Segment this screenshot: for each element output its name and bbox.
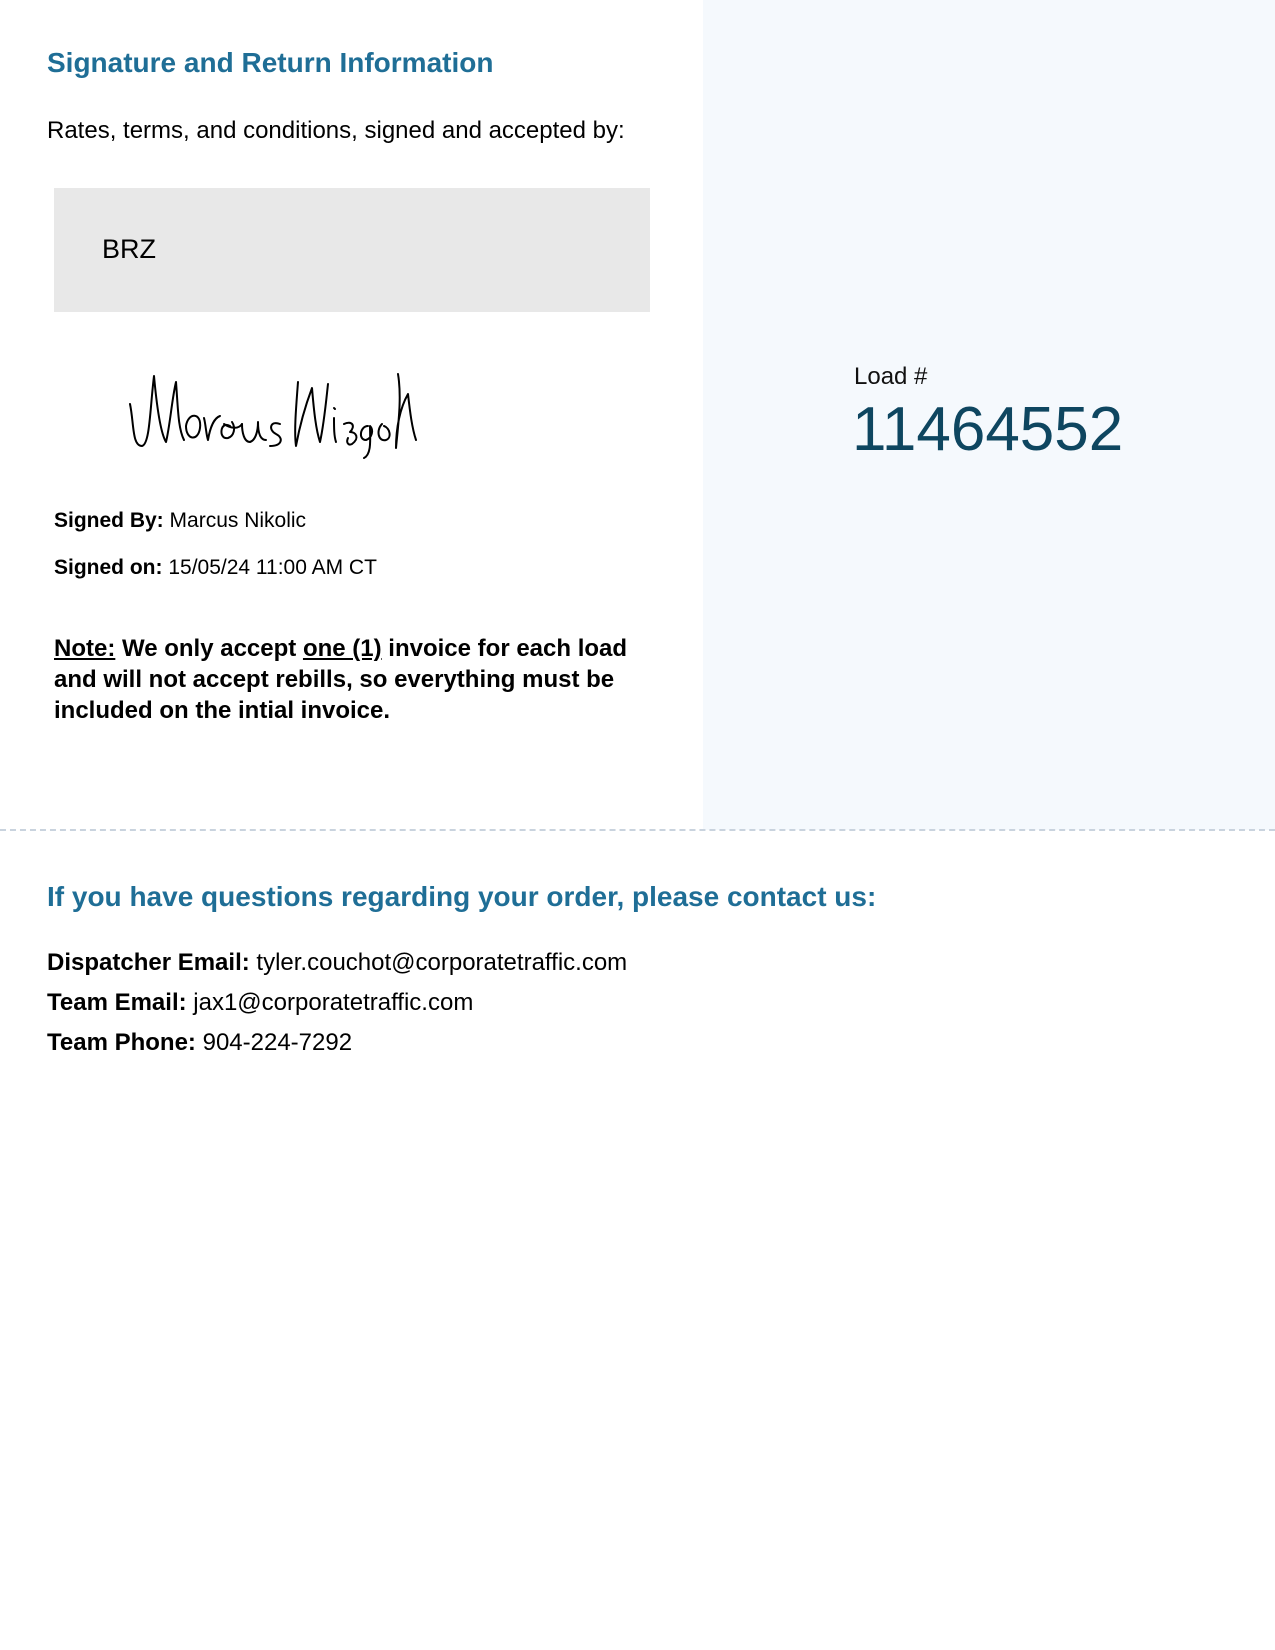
signature-section-title: Signature and Return Information xyxy=(47,47,494,78)
contact-section-title: If you have questions regarding your order, please contact us: xyxy=(47,881,877,912)
signed-on-label: Signed on: xyxy=(54,556,163,579)
team-email xyxy=(47,989,473,1017)
section-divider xyxy=(0,829,1275,831)
signed-on-value: 15/05/24 11:00 AM CT xyxy=(168,556,377,579)
signature-image xyxy=(120,368,430,468)
team-phone xyxy=(47,1029,352,1057)
note-label: Note: xyxy=(54,635,116,662)
signed-by xyxy=(54,509,306,533)
note-text-1: We only accept xyxy=(115,635,303,662)
signed-by-value: Marcus Nikolic xyxy=(169,509,307,532)
team-email-value[interactable]: jax1@corporatetraffic.com xyxy=(193,989,474,1016)
team-phone-value[interactable]: 904-224-7292 xyxy=(202,1029,353,1056)
load-label: Load # xyxy=(854,363,928,390)
signer-company: BRZ xyxy=(102,234,156,264)
dispatcher-email xyxy=(47,949,627,977)
signed-by-label: Signed By: xyxy=(54,509,164,532)
signed-on xyxy=(54,556,377,580)
dispatcher-email-value[interactable]: tyler.couchot@corporatetraffic.com xyxy=(256,949,628,976)
note-text-2: invoice for each load and will not accept rebills, so everything must be included on the intial invoice. xyxy=(54,635,628,724)
dispatcher-email-label: Dispatcher Email: xyxy=(47,949,250,976)
signer-company-box xyxy=(54,188,650,312)
team-phone-label: Team Phone: xyxy=(47,1029,196,1056)
note-emphasis: one (1) xyxy=(302,635,382,662)
invoice-note xyxy=(54,633,634,726)
team-email-label: Team Email: xyxy=(47,989,187,1016)
load-number: 11464552 xyxy=(852,395,1124,464)
acceptance-intro: Rates, terms, and conditions, signed and accepted by: xyxy=(47,117,625,144)
